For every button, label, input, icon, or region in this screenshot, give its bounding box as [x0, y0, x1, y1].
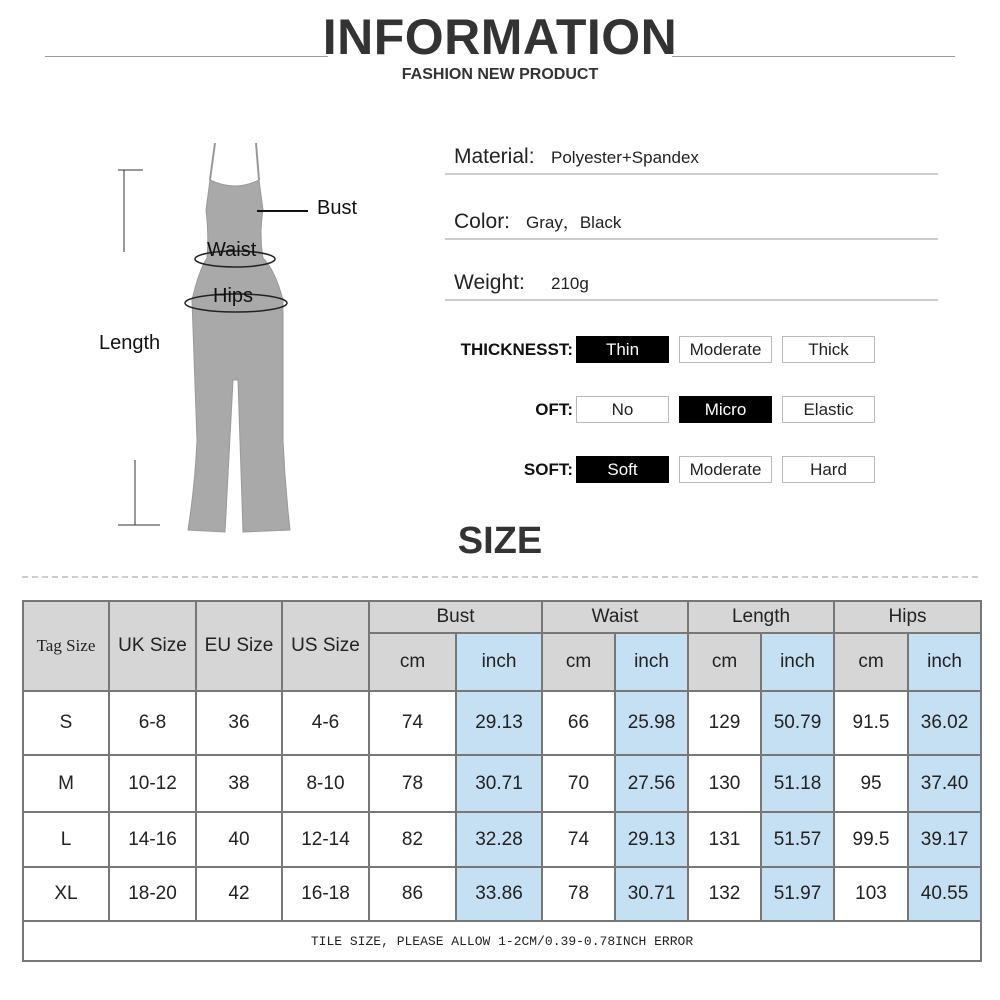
- weight-value: 210g: [551, 274, 589, 293]
- table-row: [23, 691, 981, 755]
- table-cell: 66: [542, 691, 615, 755]
- waist-label: Waist: [207, 239, 257, 261]
- soft-label: SOFT:: [523, 460, 573, 479]
- table-cell: 82: [369, 812, 456, 867]
- table-cell: 129: [688, 691, 761, 755]
- hips-label: Hips: [213, 285, 254, 307]
- table-cell: 27.56: [615, 755, 688, 812]
- oft-option-no: No: [576, 396, 669, 423]
- unit-cm: cm: [834, 633, 908, 691]
- table-cell: 78: [542, 867, 615, 921]
- soft-option-soft: Soft: [576, 456, 669, 483]
- material-row: [445, 135, 938, 175]
- section-divider: [22, 576, 978, 578]
- table-cell: 70: [542, 755, 615, 812]
- material-value: Polyester+Spandex: [551, 148, 699, 167]
- weight-key: Weight:: [454, 271, 525, 294]
- table-header-row: [23, 601, 981, 633]
- table-cell: 40: [196, 812, 282, 867]
- page-title: INFORMATION: [322, 9, 678, 65]
- table-cell: 91.5: [834, 691, 908, 755]
- table-cell: 74: [369, 691, 456, 755]
- unit-cm: cm: [369, 633, 456, 691]
- thickness-option-thick: Thick: [782, 336, 875, 363]
- oft-option-micro: Micro: [679, 396, 772, 423]
- table-cell: 39.17: [908, 812, 981, 867]
- thickness-label: THICKNESST:: [460, 340, 573, 359]
- us-size-header: US Size: [282, 601, 369, 691]
- table-cell: 51.97: [761, 867, 834, 921]
- table-cell: 37.40: [908, 755, 981, 812]
- table-row: [23, 755, 981, 812]
- table-cell: M: [23, 755, 109, 812]
- table-cell: 40.55: [908, 867, 981, 921]
- table-cell: 51.18: [761, 755, 834, 812]
- soft-option-hard: Hard: [782, 456, 875, 483]
- table-cell: 132: [688, 867, 761, 921]
- eu-size-header: EU Size: [196, 601, 282, 691]
- oft-option-elastic: Elastic: [782, 396, 875, 423]
- table-cell: 30.71: [456, 755, 542, 812]
- table-cell: 29.13: [456, 691, 542, 755]
- table-cell: 32.28: [456, 812, 542, 867]
- table-cell: 78: [369, 755, 456, 812]
- size-footnote: TILE SIZE, PLEASE ALLOW 1-2CM/0.39-0.78INCH ERROR: [23, 921, 981, 961]
- table-cell: 99.5: [834, 812, 908, 867]
- bust-label: Bust: [317, 197, 358, 219]
- table-cell: 38: [196, 755, 282, 812]
- unit-inch: inch: [761, 633, 834, 691]
- table-cell: 29.13: [615, 812, 688, 867]
- table-cell: 95: [834, 755, 908, 812]
- thickness-option-moderate: Moderate: [679, 336, 772, 363]
- color-value: Gray，Black: [526, 213, 622, 232]
- unit-cm: cm: [542, 633, 615, 691]
- table-cell: 42: [196, 867, 282, 921]
- unit-inch: inch: [615, 633, 688, 691]
- bust-header: Bust: [369, 601, 542, 633]
- table-cell: 36.02: [908, 691, 981, 755]
- table-cell: 36: [196, 691, 282, 755]
- table-cell: 4-6: [282, 691, 369, 755]
- table-cell: 10-12: [109, 755, 196, 812]
- color-key: Color:: [454, 210, 511, 233]
- length-header: Length: [688, 601, 834, 633]
- unit-cm: cm: [688, 633, 761, 691]
- thickness-option-thin: Thin: [576, 336, 669, 363]
- table-cell: 33.86: [456, 867, 542, 921]
- table-cell: 25.98: [615, 691, 688, 755]
- material-key: Material:: [454, 145, 535, 168]
- table-cell: 30.71: [615, 867, 688, 921]
- table-cell: 51.57: [761, 812, 834, 867]
- table-cell: 130: [688, 755, 761, 812]
- soft-option-moderate: Moderate: [679, 456, 772, 483]
- table-cell: 50.79: [761, 691, 834, 755]
- waist-header: Waist: [542, 601, 688, 633]
- table-cell: L: [23, 812, 109, 867]
- size-chart-table: [22, 600, 982, 962]
- table-cell: 14-16: [109, 812, 196, 867]
- table-cell: S: [23, 691, 109, 755]
- table-cell: 18-20: [109, 867, 196, 921]
- unit-inch: inch: [456, 633, 542, 691]
- table-footnote-row: [23, 921, 981, 961]
- table-cell: 86: [369, 867, 456, 921]
- table-cell: 12-14: [282, 812, 369, 867]
- table-cell: 74: [542, 812, 615, 867]
- uk-size-header: UK Size: [109, 601, 196, 691]
- color-row: [445, 200, 938, 240]
- page-subtitle: FASHION NEW PRODUCT: [401, 66, 599, 83]
- table-cell: 131: [688, 812, 761, 867]
- unit-inch: inch: [908, 633, 981, 691]
- product-figure: [95, 140, 385, 540]
- length-label: Length: [99, 332, 161, 354]
- table-cell: 103: [834, 867, 908, 921]
- table-cell: 16-18: [282, 867, 369, 921]
- oft-label: OFT:: [535, 400, 573, 419]
- table-row: [23, 867, 981, 921]
- tag-size-header: Tag Size: [23, 601, 109, 691]
- hips-header: Hips: [834, 601, 981, 633]
- table-cell: 8-10: [282, 755, 369, 812]
- size-title: SIZE: [457, 520, 543, 562]
- table-cell: 6-8: [109, 691, 196, 755]
- table-row: [23, 812, 981, 867]
- table-cell: XL: [23, 867, 109, 921]
- weight-row: [445, 261, 938, 301]
